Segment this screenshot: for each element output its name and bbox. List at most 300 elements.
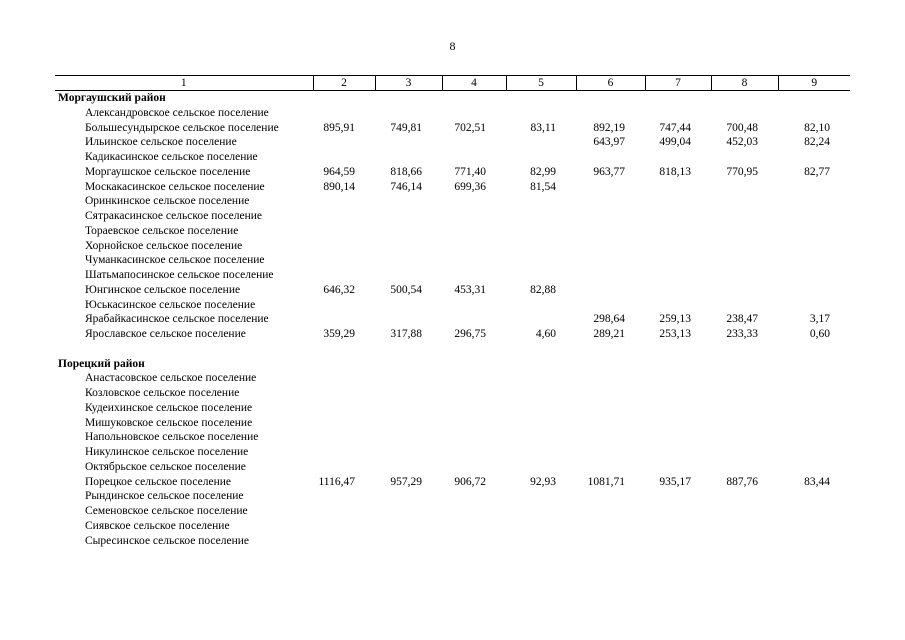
value-cell-col-7 xyxy=(645,430,711,445)
value-cell-col-5 xyxy=(506,416,576,431)
value-cell-col-8: 700,48 xyxy=(726,121,758,134)
table-row xyxy=(55,430,850,445)
value-cell-col-5 xyxy=(506,519,576,534)
value-cell-col-3 xyxy=(375,150,442,165)
value-cell-col-9: 82,77 xyxy=(804,165,830,178)
value-cell-col-5 xyxy=(506,312,576,327)
value-cell-col-8: 770,95 xyxy=(726,165,758,178)
value-cell-col-7 xyxy=(645,519,711,534)
value-cell-col-9 xyxy=(778,534,850,549)
value-cell-col-6 xyxy=(576,239,645,254)
value-cell-col-3: 818,66 xyxy=(390,165,422,178)
value-cell-col-7 xyxy=(645,298,711,313)
value-cell-col-5 xyxy=(506,268,576,283)
settlement-name: Ильинское сельское поселение xyxy=(85,136,237,149)
settlement-name: Никулинское сельское поселение xyxy=(85,446,249,458)
value-cell-col-7: 259,13 xyxy=(659,313,691,326)
value-cell-col-7 xyxy=(645,386,711,401)
table-row xyxy=(55,401,850,416)
value-cell-col-9 xyxy=(778,209,850,224)
settlement-name: Шатьмапосинское сельское поселение xyxy=(85,269,274,281)
table-header xyxy=(55,76,850,91)
value-cell-col-8 xyxy=(711,430,778,445)
value-cell-col-4 xyxy=(442,106,506,121)
value-cell-col-4 xyxy=(442,209,506,224)
value-cell-col-7 xyxy=(645,224,711,239)
value-cell-col-6 xyxy=(576,386,645,401)
value-cell-col-9 xyxy=(778,194,850,209)
table-row xyxy=(55,298,850,313)
value-cell-col-3 xyxy=(375,312,442,327)
value-cell-col-6 xyxy=(576,180,645,195)
value-cell-col-5 xyxy=(506,209,576,224)
value-cell-col-9: 83,44 xyxy=(804,475,830,488)
value-cell-col-5: 82,99 xyxy=(530,165,556,178)
value-cell-col-2 xyxy=(313,268,375,283)
settlement-name: Кудеихинское сельское поселение xyxy=(85,401,253,414)
value-cell-col-6 xyxy=(576,268,645,283)
settlement-name: Александровское сельское поселение xyxy=(85,106,269,119)
value-cell-col-3 xyxy=(375,460,442,475)
value-cell-col-8 xyxy=(711,504,778,519)
settlement-name: Рындинское сельское поселение xyxy=(85,490,244,503)
value-cell-col-2 xyxy=(313,401,375,416)
value-cell-col-3 xyxy=(375,268,442,283)
value-cell-col-7 xyxy=(645,150,711,165)
value-cell-col-8 xyxy=(711,460,778,475)
column-header-7: 7 xyxy=(645,76,711,91)
value-cell-col-7 xyxy=(645,534,711,549)
value-cell-col-6 xyxy=(576,489,645,504)
value-cell-col-7: 499,04 xyxy=(659,136,691,149)
value-cell-col-2: 890,14 xyxy=(323,180,355,193)
value-cell-col-9: 0,60 xyxy=(809,328,830,340)
value-cell-col-9 xyxy=(778,268,850,283)
value-cell-col-9 xyxy=(778,489,850,504)
district-row xyxy=(55,357,850,372)
table-row xyxy=(55,504,850,519)
value-cell-col-8 xyxy=(711,239,778,254)
value-cell-col-8 xyxy=(711,106,778,121)
value-cell-col-7 xyxy=(645,416,711,431)
value-cell-col-2 xyxy=(313,489,375,504)
column-header-9: 9 xyxy=(778,76,850,91)
table-row xyxy=(55,150,850,165)
table-row xyxy=(55,224,850,239)
value-cell-col-5 xyxy=(506,298,576,313)
value-cell-col-9: 3,17 xyxy=(809,313,830,326)
value-cell-col-4: 296,75 xyxy=(454,328,486,340)
value-cell-col-5 xyxy=(506,106,576,121)
header-row xyxy=(55,76,850,91)
value-cell-col-4 xyxy=(442,298,506,313)
column-header-4: 4 xyxy=(442,76,506,91)
value-cell-col-8 xyxy=(711,180,778,195)
value-cell-col-2 xyxy=(313,430,375,445)
value-cell-col-6 xyxy=(576,460,645,475)
value-cell-col-8 xyxy=(711,224,778,239)
value-cell-col-3 xyxy=(375,416,442,431)
value-cell-col-8 xyxy=(711,283,778,298)
settlement-name: Ярославское сельское поселение xyxy=(85,328,246,340)
settlement-name: Ярабайкасинское сельское поселение xyxy=(85,313,269,326)
table-row xyxy=(55,135,850,150)
value-cell-col-6 xyxy=(576,194,645,209)
value-cell-col-3 xyxy=(375,401,442,416)
value-cell-col-8 xyxy=(711,416,778,431)
value-cell-col-2 xyxy=(313,504,375,519)
value-cell-col-8 xyxy=(711,253,778,268)
value-cell-col-8 xyxy=(711,445,778,460)
value-cell-col-4 xyxy=(442,135,506,150)
value-cell-col-7 xyxy=(645,460,711,475)
value-cell-col-3 xyxy=(375,430,442,445)
settlement-name: Моргаушское сельское поселение xyxy=(85,165,251,178)
value-cell-col-6 xyxy=(576,504,645,519)
value-cell-col-7 xyxy=(645,194,711,209)
value-cell-col-5 xyxy=(506,489,576,504)
value-cell-col-9 xyxy=(778,504,850,519)
value-cell-col-6: 298,64 xyxy=(593,313,625,326)
value-cell-col-5 xyxy=(506,445,576,460)
settlement-name: Юськасинское сельское поселение xyxy=(85,298,256,311)
value-cell-col-4 xyxy=(442,253,506,268)
value-cell-col-9 xyxy=(778,401,850,416)
value-cell-col-3: 500,54 xyxy=(390,283,422,296)
value-cell-col-3 xyxy=(375,504,442,519)
value-cell-col-4 xyxy=(442,504,506,519)
value-cell-col-6 xyxy=(576,209,645,224)
value-cell-col-3 xyxy=(375,386,442,401)
value-cell-col-4 xyxy=(442,386,506,401)
spacer-cell xyxy=(55,342,850,357)
value-cell-col-9 xyxy=(778,430,850,445)
settlement-name: Сятракасинское сельское поселение xyxy=(85,210,262,222)
settlement-name: Тораевское сельское поселение xyxy=(85,224,239,237)
value-cell-col-8 xyxy=(711,150,778,165)
value-cell-col-5 xyxy=(506,504,576,519)
value-cell-col-2 xyxy=(313,106,375,121)
table-row xyxy=(55,165,850,180)
value-cell-col-2 xyxy=(313,534,375,549)
value-cell-col-2 xyxy=(313,253,375,268)
value-cell-col-4: 453,31 xyxy=(454,283,486,296)
value-cell-col-9 xyxy=(778,371,850,386)
value-cell-col-6 xyxy=(576,416,645,431)
value-cell-col-2: 646,32 xyxy=(323,283,355,296)
value-cell-col-7 xyxy=(645,209,711,224)
value-cell-col-2: 359,29 xyxy=(323,328,355,340)
value-cell-col-2 xyxy=(313,224,375,239)
value-cell-col-9: 82,10 xyxy=(804,121,830,134)
value-cell-col-2 xyxy=(313,194,375,209)
value-cell-col-4 xyxy=(442,534,506,549)
table-row xyxy=(55,534,850,549)
value-cell-col-3 xyxy=(375,194,442,209)
settlement-name: Большесундырское сельское поселение xyxy=(85,121,279,134)
value-cell-col-7: 253,13 xyxy=(659,328,691,340)
value-cell-col-4 xyxy=(442,401,506,416)
value-cell-col-6 xyxy=(576,224,645,239)
value-cell-col-8 xyxy=(711,371,778,386)
settlement-name: Порецкое сельское поселение xyxy=(85,475,232,488)
settlement-name: Сыресинское сельское поселение xyxy=(85,534,250,547)
value-cell-col-5 xyxy=(506,430,576,445)
value-cell-col-7 xyxy=(645,504,711,519)
settlement-name: Анастасовское сельское поселение xyxy=(85,372,257,385)
settlement-name: Кадикасинское сельское поселение xyxy=(85,151,258,163)
value-cell-col-2 xyxy=(313,312,375,327)
value-cell-col-4 xyxy=(442,460,506,475)
value-cell-col-7 xyxy=(645,445,711,460)
value-cell-col-5 xyxy=(506,224,576,239)
value-cell-col-2 xyxy=(313,386,375,401)
value-cell-col-8: 238,47 xyxy=(726,313,758,326)
table-row xyxy=(55,371,850,386)
value-cell-col-8 xyxy=(711,489,778,504)
value-cell-col-6 xyxy=(576,253,645,268)
column-header-5: 5 xyxy=(506,76,576,91)
district-title: Порецкий район xyxy=(58,357,145,370)
value-cell-col-4 xyxy=(442,239,506,254)
value-cell-col-8 xyxy=(711,401,778,416)
value-cell-col-2 xyxy=(313,519,375,534)
settlement-name: Оринкинское сельское поселение xyxy=(85,195,250,208)
value-cell-col-4 xyxy=(442,150,506,165)
value-cell-col-7 xyxy=(645,253,711,268)
value-cell-col-6: 289,21 xyxy=(593,328,625,340)
value-cell-col-6: 892,19 xyxy=(593,121,625,134)
value-cell-col-9 xyxy=(778,460,850,475)
value-cell-col-4 xyxy=(442,268,506,283)
table-row xyxy=(55,519,850,534)
column-header-8: 8 xyxy=(711,76,778,91)
value-cell-col-2: 895,91 xyxy=(323,121,355,134)
value-cell-col-8 xyxy=(711,534,778,549)
value-cell-col-6 xyxy=(576,298,645,313)
value-cell-col-4 xyxy=(442,224,506,239)
value-cell-col-6: 963,77 xyxy=(593,165,625,178)
value-cell-col-5 xyxy=(506,460,576,475)
table-body xyxy=(55,91,850,549)
value-cell-col-9: 82,24 xyxy=(804,136,830,149)
value-cell-col-3: 317,88 xyxy=(390,328,422,340)
value-cell-col-9 xyxy=(778,298,850,313)
value-cell-col-3 xyxy=(375,445,442,460)
value-cell-col-5 xyxy=(506,253,576,268)
value-cell-col-8 xyxy=(711,386,778,401)
table-row xyxy=(55,180,850,195)
value-cell-col-3 xyxy=(375,253,442,268)
value-cell-col-6 xyxy=(576,150,645,165)
value-cell-col-8 xyxy=(711,298,778,313)
value-cell-col-3 xyxy=(375,371,442,386)
value-cell-col-5 xyxy=(506,194,576,209)
value-cell-col-5 xyxy=(506,239,576,254)
value-cell-col-9 xyxy=(778,445,850,460)
district-title: Моргаушский район xyxy=(58,92,166,104)
settlement-name: Чуманкасинское сельское поселение xyxy=(85,254,265,267)
value-cell-col-6 xyxy=(576,106,645,121)
value-cell-col-9 xyxy=(778,416,850,431)
value-cell-col-4: 906,72 xyxy=(454,475,486,488)
value-cell-col-6 xyxy=(576,445,645,460)
value-cell-col-2 xyxy=(313,239,375,254)
value-cell-col-9 xyxy=(778,253,850,268)
table-row xyxy=(55,268,850,283)
value-cell-col-3 xyxy=(375,534,442,549)
value-cell-col-4 xyxy=(442,430,506,445)
value-cell-col-2 xyxy=(313,416,375,431)
value-cell-col-3 xyxy=(375,135,442,150)
value-cell-col-7 xyxy=(645,283,711,298)
value-cell-col-9 xyxy=(778,150,850,165)
value-cell-col-3: 957,29 xyxy=(390,475,422,488)
table-row xyxy=(55,253,850,268)
value-cell-col-9 xyxy=(778,224,850,239)
value-cell-col-4 xyxy=(442,519,506,534)
value-cell-col-5 xyxy=(506,371,576,386)
value-cell-col-3 xyxy=(375,106,442,121)
page-number: 8 xyxy=(449,39,456,53)
table-row xyxy=(55,416,850,431)
value-cell-col-3 xyxy=(375,239,442,254)
table-row xyxy=(55,475,850,490)
value-cell-col-5 xyxy=(506,401,576,416)
value-cell-col-6: 643,97 xyxy=(593,136,625,149)
value-cell-col-8 xyxy=(711,194,778,209)
value-cell-col-4: 702,51 xyxy=(454,121,486,134)
value-cell-col-4 xyxy=(442,371,506,386)
value-cell-col-5 xyxy=(506,135,576,150)
value-cell-col-4 xyxy=(442,489,506,504)
value-cell-col-7: 818,13 xyxy=(659,165,691,178)
value-cell-col-8: 887,76 xyxy=(726,475,758,488)
district-row xyxy=(55,91,850,106)
table-row xyxy=(55,239,850,254)
value-cell-col-3 xyxy=(375,489,442,504)
value-cell-col-8: 452,03 xyxy=(726,136,758,149)
table-row xyxy=(55,283,850,298)
value-cell-col-2: 964,59 xyxy=(323,165,355,178)
value-cell-col-5: 81,54 xyxy=(530,180,556,193)
settlement-name: Юнгинское сельское поселение xyxy=(85,283,241,296)
value-cell-col-9 xyxy=(778,239,850,254)
settlement-name: Москакасинское сельское поселение xyxy=(85,180,265,193)
value-cell-col-4 xyxy=(442,445,506,460)
value-cell-col-4 xyxy=(442,312,506,327)
column-header-3: 3 xyxy=(375,76,442,91)
settlement-name: Хорнойское сельское поселение xyxy=(85,239,243,252)
value-cell-col-5: 92,93 xyxy=(530,475,556,488)
value-cell-col-7: 935,17 xyxy=(659,475,691,488)
value-cell-col-8 xyxy=(711,268,778,283)
value-cell-col-2 xyxy=(313,371,375,386)
value-cell-col-7 xyxy=(645,401,711,416)
section-spacer xyxy=(55,342,850,357)
value-cell-col-6 xyxy=(576,371,645,386)
value-cell-col-6 xyxy=(576,401,645,416)
value-cell-col-5: 82,88 xyxy=(530,283,556,296)
value-cell-col-8: 233,33 xyxy=(726,328,758,340)
settlement-name: Козловское сельское поселение xyxy=(85,387,240,399)
table-row xyxy=(55,386,850,401)
value-cell-col-2: 1116,47 xyxy=(318,475,355,488)
value-cell-col-7: 747,44 xyxy=(659,121,691,134)
value-cell-col-6: 1081,71 xyxy=(587,475,625,488)
table-row xyxy=(55,327,850,342)
value-cell-col-5: 4,60 xyxy=(535,328,556,340)
value-cell-col-2 xyxy=(313,150,375,165)
column-header-6: 6 xyxy=(576,76,645,91)
value-cell-col-5: 83,11 xyxy=(530,121,556,134)
value-cell-col-8 xyxy=(711,209,778,224)
value-cell-col-3 xyxy=(375,519,442,534)
table-row xyxy=(55,312,850,327)
value-cell-col-5 xyxy=(506,534,576,549)
value-cell-col-3: 746,14 xyxy=(390,180,422,193)
value-cell-col-3 xyxy=(375,224,442,239)
value-cell-col-4 xyxy=(442,194,506,209)
settlement-name: Сиявское сельское поселение xyxy=(85,519,230,532)
value-cell-col-3 xyxy=(375,209,442,224)
value-cell-col-6 xyxy=(576,519,645,534)
table-row xyxy=(55,121,850,136)
value-cell-col-5 xyxy=(506,386,576,401)
value-cell-col-9 xyxy=(778,106,850,121)
settlement-name: Напольновское сельское поселение xyxy=(85,431,259,444)
table-row xyxy=(55,489,850,504)
settlement-name: Мишуковское сельское поселение xyxy=(85,416,253,429)
value-cell-col-7 xyxy=(645,106,711,121)
value-cell-col-2 xyxy=(313,298,375,313)
value-cell-col-9 xyxy=(778,519,850,534)
table-row xyxy=(55,209,850,224)
value-cell-col-2 xyxy=(313,209,375,224)
value-cell-col-2 xyxy=(313,460,375,475)
value-cell-col-9 xyxy=(778,180,850,195)
value-cell-col-3: 749,81 xyxy=(390,121,422,134)
column-header-2: 2 xyxy=(313,76,375,91)
value-cell-col-7 xyxy=(645,180,711,195)
data-table xyxy=(55,75,850,548)
value-cell-col-5 xyxy=(506,150,576,165)
value-cell-col-6 xyxy=(576,283,645,298)
value-cell-col-7 xyxy=(645,489,711,504)
value-cell-col-6 xyxy=(576,534,645,549)
value-cell-col-7 xyxy=(645,268,711,283)
value-cell-col-4: 699,36 xyxy=(454,180,486,193)
value-cell-col-6 xyxy=(576,430,645,445)
column-header-1: 1 xyxy=(55,76,313,91)
value-cell-col-2 xyxy=(313,135,375,150)
settlement-name: Семеновское сельское поселение xyxy=(85,505,248,517)
value-cell-col-8 xyxy=(711,519,778,534)
value-cell-col-3 xyxy=(375,298,442,313)
value-cell-col-4 xyxy=(442,416,506,431)
value-cell-col-9 xyxy=(778,283,850,298)
table-row xyxy=(55,445,850,460)
table-row xyxy=(55,106,850,121)
table-row xyxy=(55,460,850,475)
value-cell-col-7 xyxy=(645,239,711,254)
table-row xyxy=(55,194,850,209)
value-cell-col-4: 771,40 xyxy=(454,165,486,178)
settlement-name: Октябрьское сельское поселение xyxy=(85,460,246,473)
value-cell-col-2 xyxy=(313,445,375,460)
value-cell-col-7 xyxy=(645,371,711,386)
value-cell-col-9 xyxy=(778,386,850,401)
